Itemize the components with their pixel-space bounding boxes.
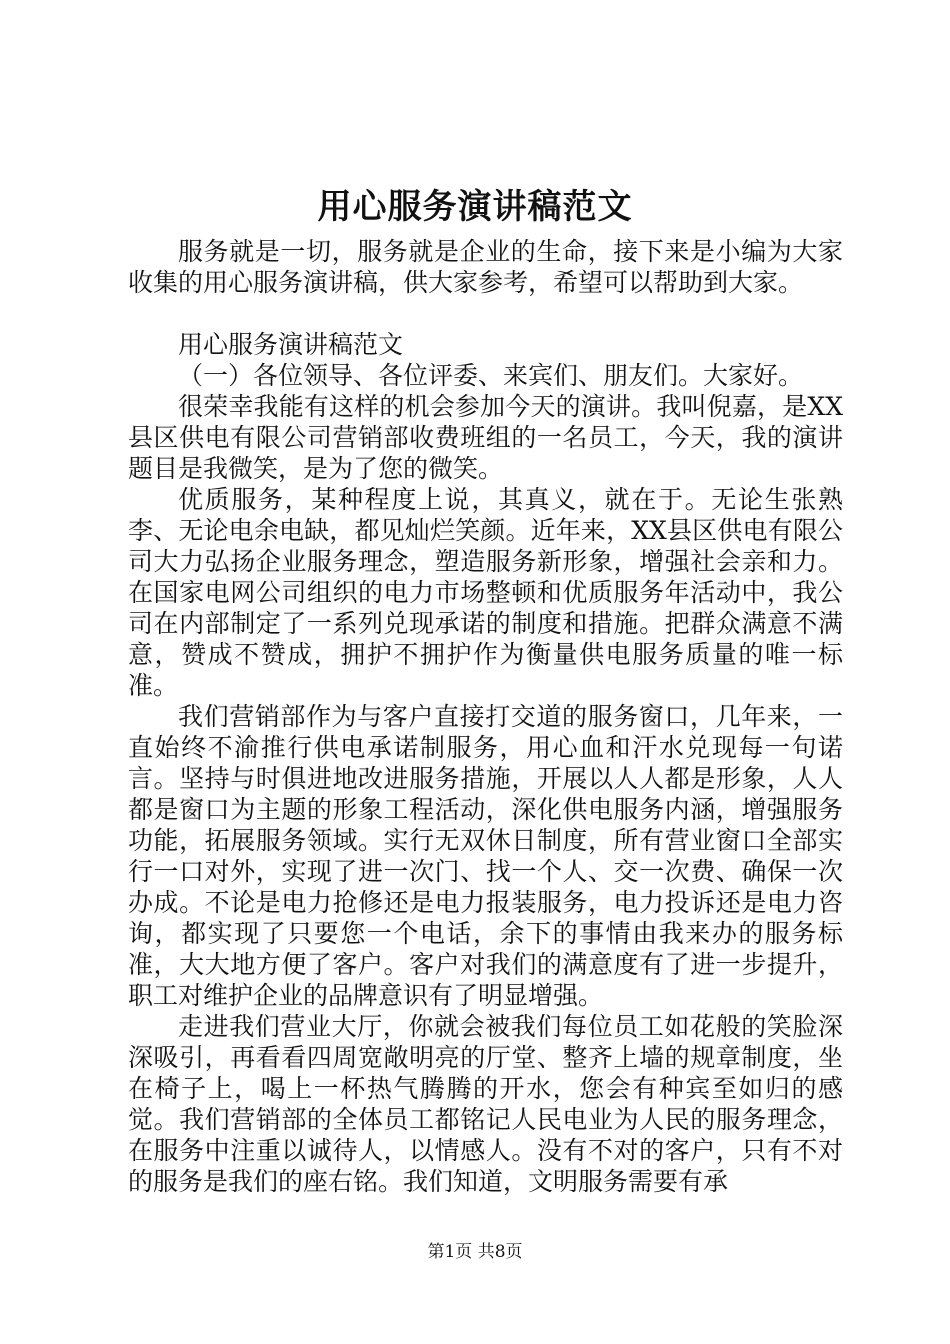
body-paragraph: 很荣幸我能有这样的机会参加今天的演讲。我叫倪嘉，是XX县区供电有限公司营销部收费班组的一名员工，今天，我的演讲题目是我微笑，是为了您的微笑。	[128, 392, 843, 483]
section-heading: 用心服务演讲稿范文	[178, 330, 404, 359]
body-paragraph: 走进我们营业大厅，你就会被我们每位员工如花般的笑脸深深吸引，再看看四周宽敞明亮的厅堂、整齐上墙的规章制度，坐在椅子上，喝上一杯热气腾腾的开水，您会有种宾至如归的感觉。我们营销部的全体员工都铭记人民电业为人民的服务理念，在服务中注重以诚待人，以情感人。没有不对的客户，只有不对的服务是我们的座右铭。我们知道，文明服务需要有承	[128, 1012, 843, 1196]
document-body	[128, 236, 843, 1197]
document-title: 用心服务演讲稿范文	[317, 187, 633, 227]
paragraph-spacer	[128, 298, 843, 329]
intro-paragraph: 服务就是一切，服务就是企业的生命，接下来是小编为大家收集的用心服务演讲稿，供大家参考，希望可以帮助到大家。	[128, 237, 843, 297]
greeting-paragraph: （一）各位领导、各位评委、来宾们、朋友们。大家好。	[178, 361, 804, 390]
body-paragraph: 我们营销部作为与客户直接打交道的服务窗口，几年来，一直始终不渝推行供电承诺制服务，用心血和汗水兑现每一句诺言。坚持与时俱进地改进服务措施，开展以人人都是形象，人人都是窗口为主题的形象工程活动，深化供电服务内涵，增强服务功能，拓展服务领域。实行无双休日制度，所有营业窗口全部实行一口对外，实现了进一次门、找一个人、交一次费、确保一次办成。不论是电力抢修还是电力报装服务，电力投诉还是电力咨询，都实现了只要您一个电话，余下的事情由我来办的服务标准，大大地方便了客户。客户对我们的满意度有了进一步提升，职工对维护企业的品牌意识有了明显增强。	[128, 702, 843, 1010]
page-footer: 第1页 共8页	[427, 1242, 523, 1262]
body-paragraph: 优质服务，某种程度上说，其真义，就在于。无论生张熟李、无论电余电缺，都见灿烂笑颜。近年来，XX县区供电有限公司大力弘扬企业服务理念，塑造服务新形象，增强社会亲和力。在国家电网公司组织的电力市场整顿和优质服务年活动中，我公司在内部制定了一系列兑现承诺的制度和措施。把群众满意不满意，赞成不赞成，拥护不拥护作为衡量供电服务质量的唯一标准。	[128, 485, 843, 700]
